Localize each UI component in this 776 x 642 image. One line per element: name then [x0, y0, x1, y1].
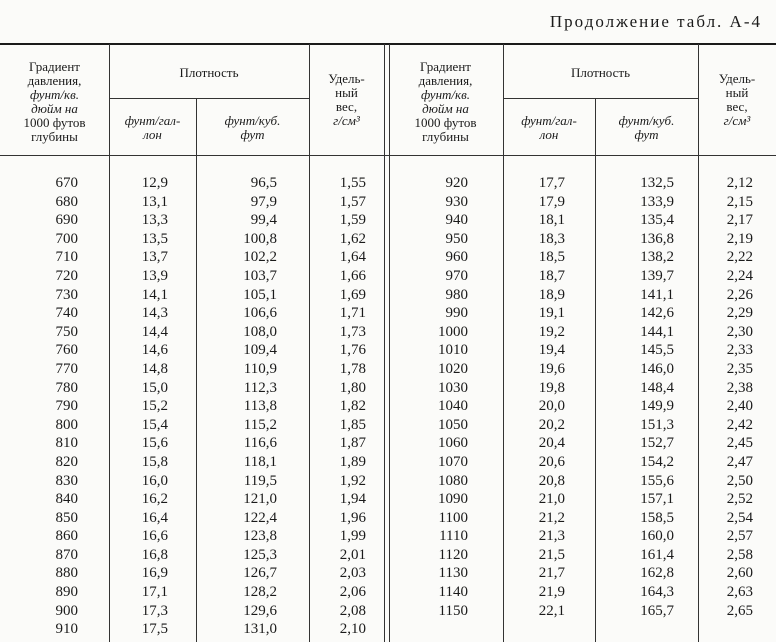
header-text: лон	[539, 127, 559, 142]
table-cell: 680	[55, 193, 78, 210]
table-cell: 144,1	[640, 323, 674, 340]
header-text: дюйм на	[422, 101, 469, 116]
table-cell: 1070	[438, 453, 468, 470]
table-cell: 2,54	[726, 509, 753, 526]
table-cell: 2,52	[726, 491, 753, 508]
table-cell: 2,47	[726, 453, 753, 470]
table-cell: 123,8	[243, 528, 277, 545]
left-gradient-column	[20, 174, 78, 639]
header-density-right: Плотность	[570, 65, 631, 80]
table-cell: 106,6	[243, 305, 277, 322]
table-cell: 20,2	[538, 416, 565, 433]
table-cell: 103,7	[243, 267, 277, 284]
table-cell: 1050	[438, 416, 468, 433]
table-cell: 160,0	[640, 528, 674, 545]
table-cell: 1120	[438, 546, 468, 563]
table-cell: 1020	[438, 360, 468, 377]
table-cell: 1,82	[339, 398, 366, 415]
table-cell: 18,3	[538, 230, 565, 247]
header-text: 1000 футов	[414, 115, 477, 130]
table-cell: 1,55	[339, 175, 366, 191]
table-cell: 1,57	[339, 193, 366, 210]
table-cell: 21,5	[538, 546, 565, 563]
table-cell: 1,89	[339, 453, 366, 470]
table-cell: 800	[55, 416, 78, 433]
table-cell: 960	[445, 249, 468, 266]
table-cell: 990	[445, 305, 468, 322]
table-caption: Продолжение табл. А-4	[549, 12, 762, 31]
table-cell: 18,1	[538, 212, 565, 229]
table-cell: 151,3	[640, 416, 674, 433]
table-cell: 1,92	[339, 472, 366, 489]
table-cell: 157,1	[640, 491, 674, 508]
table-cell: 690	[55, 212, 78, 229]
header-text: глубины	[31, 129, 78, 144]
header-text: вес,	[335, 99, 358, 114]
table-cell: 14,8	[141, 360, 168, 377]
table-cell: 139,7	[640, 267, 674, 284]
table-cell: 880	[55, 565, 78, 582]
header-text: фунт/кв.	[421, 87, 470, 102]
table-cell: 115,2	[243, 416, 277, 433]
table-cell: 720	[55, 267, 78, 284]
table-cell: 97,9	[250, 193, 277, 210]
header-pcf-left	[196, 114, 309, 142]
table-cell: 1,99	[339, 528, 366, 545]
header-pcf-right	[595, 114, 698, 142]
table-cell: 970	[445, 267, 468, 284]
table-cell: 165,7	[640, 602, 674, 619]
header-gradient-left	[0, 60, 109, 144]
table-cell: 19,6	[538, 360, 565, 377]
table-cell: 14,6	[141, 342, 168, 359]
density-underline-right	[503, 98, 698, 99]
table-cell: 2,30	[726, 323, 753, 340]
table-cell: 99,4	[250, 212, 277, 229]
table-cell: 18,7	[538, 267, 565, 284]
table-cell: 100,8	[243, 230, 277, 247]
col-divider	[698, 44, 699, 642]
table-cell: 131,0	[243, 621, 277, 638]
left-ppg-column	[120, 174, 168, 639]
table-cell: 700	[55, 230, 78, 247]
table-cell: 2,26	[726, 286, 753, 303]
table-cell: 710	[55, 249, 78, 266]
header-text: г/см³	[333, 113, 360, 128]
header-text: фунт/гал-	[521, 113, 577, 128]
table-cell: 118,1	[243, 453, 277, 470]
table-cell: 1,71	[339, 305, 366, 322]
table-cell: 149,9	[640, 398, 674, 415]
table-cell: 2,08	[339, 602, 366, 619]
table-cell: 1100	[438, 509, 468, 526]
right-sg-column	[708, 174, 753, 620]
right-gradient-column	[410, 174, 468, 620]
table-cell: 1150	[438, 602, 468, 619]
table-cell: 136,8	[640, 230, 674, 247]
table-cell: 750	[55, 323, 78, 340]
table-cell: 13,5	[141, 230, 168, 247]
table-cell: 128,2	[243, 584, 277, 601]
table-cell: 105,1	[243, 286, 277, 303]
header-text: Градиент	[29, 59, 80, 74]
table-cell: 155,6	[640, 472, 674, 489]
table-cell: 730	[55, 286, 78, 303]
table-cell: 940	[445, 212, 468, 229]
table-cell: 15,2	[141, 398, 168, 415]
table-cell: 17,1	[141, 584, 168, 601]
table-cell: 910	[55, 621, 78, 638]
table-cell: 2,45	[726, 435, 753, 452]
table-cell: 840	[55, 491, 78, 508]
header-text: лон	[143, 127, 162, 142]
table-cell: 1060	[438, 435, 468, 452]
table-cell: 2,29	[726, 305, 753, 322]
table-cell: 21,3	[538, 528, 565, 545]
table-cell: 19,4	[538, 342, 565, 359]
table-cell: 790	[55, 398, 78, 415]
table-cell: 2,06	[339, 584, 366, 601]
table-cell: 2,63	[726, 584, 753, 601]
table-cell: 920	[445, 175, 468, 191]
table-cell: 2,42	[726, 416, 753, 433]
table-cell: 16,8	[141, 546, 168, 563]
table-cell: 1,64	[339, 249, 366, 266]
table-cell: 132,5	[640, 175, 674, 191]
table-cell: 110,9	[243, 360, 277, 377]
table-cell: 16,4	[141, 509, 168, 526]
table-cell: 2,15	[726, 193, 753, 210]
table-cell: 1030	[438, 379, 468, 396]
header-text: Удель-	[718, 71, 756, 86]
table-cell: 2,38	[726, 379, 753, 396]
table-cell: 2,57	[726, 528, 753, 545]
table-cell: 22,1	[538, 602, 565, 619]
header-text: фунт/кв.	[30, 87, 79, 102]
table-cell: 2,17	[726, 212, 753, 229]
left-sg-column	[320, 174, 366, 639]
table-cell: 1,59	[339, 212, 366, 229]
table-cell: 930	[445, 193, 468, 210]
header-text: ный	[335, 85, 358, 100]
table-cell: 2,10	[339, 621, 366, 638]
header-ppg-left	[109, 114, 196, 142]
table-cell: 14,4	[141, 323, 168, 340]
table-cell: 108,0	[243, 323, 277, 340]
table-cell: 135,4	[640, 212, 674, 229]
table-cell: 830	[55, 472, 78, 489]
header-text: фунт/куб.	[618, 113, 675, 128]
table-cell: 16,6	[141, 528, 168, 545]
header-text: фут	[240, 127, 265, 142]
header-ppg-right	[503, 114, 595, 142]
table-cell: 15,0	[141, 379, 168, 396]
table-cell: 780	[55, 379, 78, 396]
table-cell: 129,6	[243, 602, 277, 619]
table-cell: 2,19	[726, 230, 753, 247]
table-cell: 1040	[438, 398, 468, 415]
table-cell: 2,65	[726, 602, 753, 619]
table-cell: 162,8	[640, 565, 674, 582]
table-cell: 112,3	[243, 379, 277, 396]
table-cell: 17,3	[141, 602, 168, 619]
table-cell: 119,5	[243, 472, 277, 489]
table-cell: 14,1	[141, 286, 168, 303]
table-cell: 980	[445, 286, 468, 303]
table-cell: 133,9	[640, 193, 674, 210]
header-text: вес,	[726, 99, 748, 114]
table-cell: 1,69	[339, 286, 366, 303]
col-divider	[196, 98, 197, 642]
header-text: дюйм на	[31, 101, 78, 116]
table-cell: 2,50	[726, 472, 753, 489]
table-cell: 113,8	[243, 398, 277, 415]
table-cell: 1,87	[339, 435, 366, 452]
table-cell: 850	[55, 509, 78, 526]
table-cell: 125,3	[243, 546, 277, 563]
table-cell: 12,9	[141, 175, 168, 191]
table-cell: 2,58	[726, 546, 753, 563]
table-cell: 13,3	[141, 212, 168, 229]
table-cell: 2,24	[726, 267, 753, 284]
table-cell: 2,35	[726, 360, 753, 377]
table-cell: 21,2	[538, 509, 565, 526]
table-cell: 17,7	[538, 175, 565, 191]
table-cell: 20,6	[538, 453, 565, 470]
header-text: давления,	[418, 73, 473, 88]
table-cell: 13,1	[141, 193, 168, 210]
table-cell: 1140	[438, 584, 468, 601]
table-cell: 740	[55, 305, 78, 322]
header-text: ный	[725, 85, 749, 100]
table-cell: 16,0	[141, 472, 168, 489]
header-gradient-right	[388, 60, 503, 144]
table-cell: 760	[55, 342, 78, 359]
table-cell: 96,5	[250, 175, 277, 191]
table-cell: 13,7	[141, 249, 168, 266]
table-cell: 158,5	[640, 509, 674, 526]
header-text: 1000 футов	[23, 115, 86, 130]
table-cell: 102,2	[243, 249, 277, 266]
header-text: глубины	[422, 129, 469, 144]
table-cell: 1080	[438, 472, 468, 489]
table-cell: 19,8	[538, 379, 565, 396]
table-cell: 16,2	[141, 491, 168, 508]
table-cell: 810	[55, 435, 78, 452]
table-cell: 18,5	[538, 249, 565, 266]
table-cell: 154,2	[640, 453, 674, 470]
header-text: Удель-	[328, 71, 365, 86]
table-cell: 2,22	[726, 249, 753, 266]
header-sg-right	[698, 72, 776, 128]
table-cell: 15,8	[141, 453, 168, 470]
table-cell: 164,3	[640, 584, 674, 601]
table-cell: 122,4	[243, 509, 277, 526]
table-cell: 142,6	[640, 305, 674, 322]
table-cell: 21,9	[538, 584, 565, 601]
table-cell: 890	[55, 584, 78, 601]
density-underline-left	[109, 98, 309, 99]
table-cell: 2,40	[726, 398, 753, 415]
table-cell: 141,1	[640, 286, 674, 303]
col-divider	[595, 98, 596, 642]
header-text: фут	[634, 127, 659, 142]
table-cell: 860	[55, 528, 78, 545]
table-cell: 121,0	[243, 491, 277, 508]
table-cell: 950	[445, 230, 468, 247]
table-cell: 1090	[438, 491, 468, 508]
table-cell: 146,0	[640, 360, 674, 377]
table-cell: 1,66	[339, 267, 366, 284]
table-cell: 870	[55, 546, 78, 563]
header-text: Градиент	[420, 59, 471, 74]
table-cell: 17,9	[538, 193, 565, 210]
table-cell: 19,2	[538, 323, 565, 340]
table-cell: 13,9	[141, 267, 168, 284]
table-cell: 109,4	[243, 342, 277, 359]
table-cell: 1,62	[339, 230, 366, 247]
table-cell: 17,5	[141, 621, 168, 638]
table-cell: 21,0	[538, 491, 565, 508]
right-ppg-column	[515, 174, 565, 620]
table-cell: 148,4	[640, 379, 674, 396]
table-cell: 138,2	[640, 249, 674, 266]
table-cell: 1010	[438, 342, 468, 359]
table-cell: 1110	[439, 528, 468, 545]
left-pcf-column	[212, 174, 277, 639]
table-cell: 1,96	[339, 509, 366, 526]
table-cell: 14,3	[141, 305, 168, 322]
table-cell: 20,8	[538, 472, 565, 489]
table-cell: 20,4	[538, 435, 565, 452]
table-cell: 770	[55, 360, 78, 377]
table-cell: 152,7	[640, 435, 674, 452]
header-text: фунт/гал-	[124, 113, 181, 128]
table-cell: 116,6	[243, 435, 277, 452]
header-text: г/см³	[723, 113, 751, 128]
table-cell: 2,12	[726, 175, 753, 191]
table-cell: 21,7	[538, 565, 565, 582]
header-text: давления,	[27, 73, 82, 88]
table-cell: 15,4	[141, 416, 168, 433]
table-cell: 18,9	[538, 286, 565, 303]
col-divider	[309, 44, 310, 642]
table-cell: 1,85	[339, 416, 366, 433]
table-cell: 820	[55, 453, 78, 470]
table-cell: 900	[55, 602, 78, 619]
table-cell: 670	[55, 175, 78, 191]
header-density-left: Плотность	[179, 65, 239, 80]
table-cell: 1,80	[339, 379, 366, 396]
table-cell: 15,6	[141, 435, 168, 452]
table-cell: 1,94	[339, 491, 366, 508]
table-cell: 1,73	[339, 323, 366, 340]
table-cell: 20,0	[538, 398, 565, 415]
table-cell: 145,5	[640, 342, 674, 359]
table-cell: 1000	[438, 323, 468, 340]
header-sg-left	[309, 72, 384, 128]
table-cell: 1130	[438, 565, 468, 582]
table-cell: 19,1	[538, 305, 565, 322]
right-pcf-column	[612, 174, 674, 620]
table-cell: 2,03	[339, 565, 366, 582]
table-cell: 2,33	[726, 342, 753, 359]
table-cell: 161,4	[640, 546, 674, 563]
header-text: фунт/куб.	[224, 113, 281, 128]
table-cell: 1,78	[339, 360, 366, 377]
table-cell: 2,01	[339, 546, 366, 563]
table-cell: 16,9	[141, 565, 168, 582]
table-cell: 126,7	[243, 565, 277, 582]
table-cell: 2,60	[726, 565, 753, 582]
table-cell: 1,76	[339, 342, 366, 359]
